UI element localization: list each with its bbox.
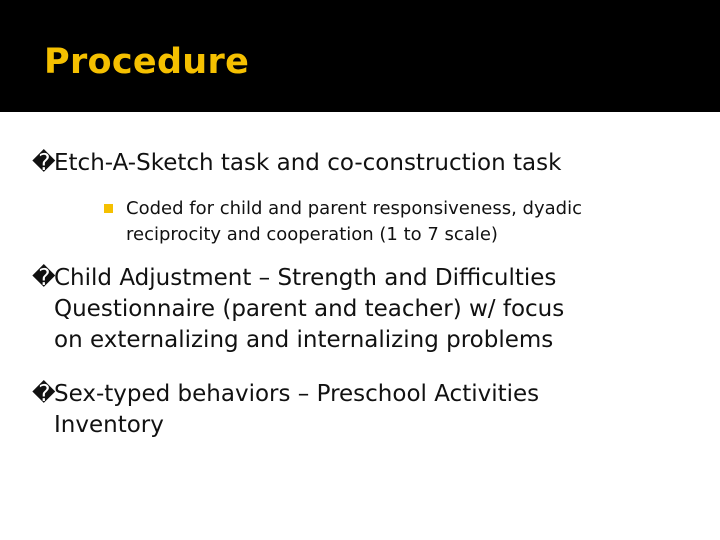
bullet-marker-icon: �	[32, 381, 56, 407]
bullet-text	[32, 148, 692, 179]
bullet-item	[32, 263, 692, 356]
bullet-line: on externalizing and internalizing problems	[54, 327, 554, 353]
sub-bullet-line: Coded for child and parent responsiveness, dyadic	[126, 198, 582, 219]
bullet-marker-icon: �	[32, 150, 56, 176]
bullet-marker-icon: �	[32, 265, 56, 291]
slide-title: Procedure	[44, 42, 250, 82]
sub-bullet-text	[104, 196, 704, 248]
sub-bullet-item	[104, 196, 704, 248]
bullet-item	[32, 379, 692, 441]
sub-bullet-line: reciprocity and cooperation (1 to 7 scale)	[126, 224, 498, 245]
bullet-item	[32, 148, 692, 179]
bullet-line: Etch-A-Sketch task and co-construction task	[54, 150, 562, 176]
bullet-text	[32, 263, 692, 356]
bullet-text	[32, 379, 692, 441]
bullet-line: Inventory	[54, 412, 164, 438]
bullet-line: Child Adjustment – Strength and Difficulties	[54, 265, 557, 291]
bullet-line: Questionnaire (parent and teacher) w/ focus	[54, 296, 565, 322]
square-bullet-icon	[104, 204, 113, 213]
bullet-line: Sex-typed behaviors – Preschool Activities	[54, 381, 540, 407]
